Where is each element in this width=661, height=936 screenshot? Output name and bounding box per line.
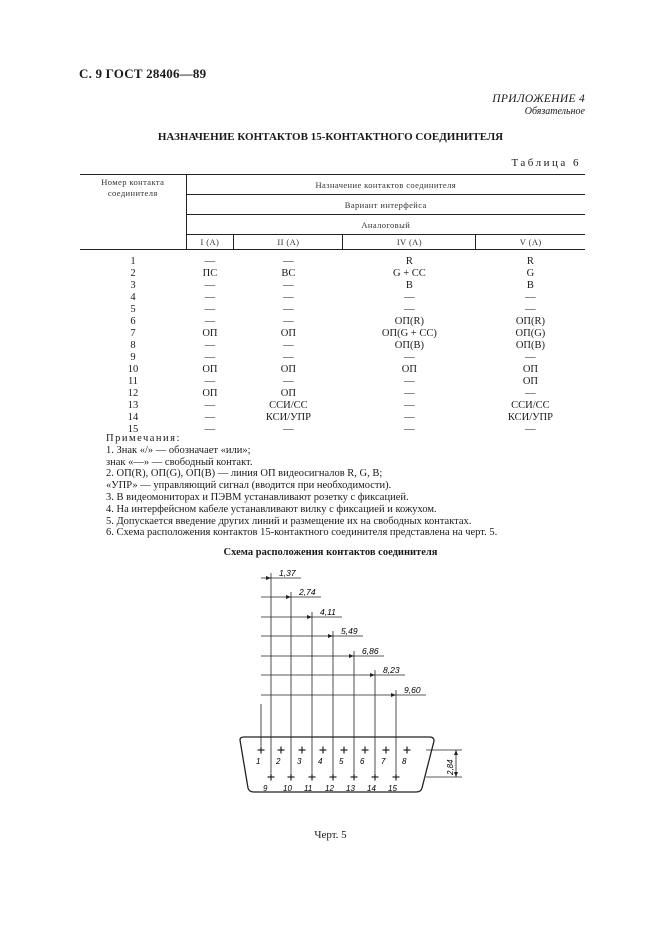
assignment-cell: — (404, 399, 415, 411)
page-header: С. 9 ГОСТ 28406—89 (79, 66, 207, 81)
note-line: знак «—» — свободный контакт. (106, 456, 253, 468)
dimension-arrow (286, 595, 291, 599)
row-spacing-arrow (454, 750, 458, 755)
dimension-label: 4,11 (320, 607, 336, 617)
figure-caption: Черт. 5 (314, 829, 347, 841)
assignment-cell: ВС (281, 267, 296, 279)
assignment-cell: ПС (202, 267, 218, 279)
contact-number: 1 (130, 255, 136, 267)
assignment-cell: КСИ/УПР (507, 411, 553, 423)
assignment-cell: ОП (522, 375, 538, 387)
pin-label: 8 (402, 757, 407, 766)
note-line: 6. Схема расположения контактов 15-контактного соединителя представлена на черт. 5. (106, 527, 498, 539)
assignment-cell: — (204, 303, 216, 315)
contact-number: 5 (130, 303, 136, 315)
contact-number: 13 (127, 399, 139, 411)
pin-label: 5 (339, 757, 344, 766)
assignment-cell: — (283, 351, 294, 363)
note-line: 5. Допускается введение других линий и размещение их на свободных контактах. (106, 515, 472, 527)
pin-label: 12 (325, 784, 334, 793)
dimension-arrow (370, 673, 375, 677)
table-row (80, 268, 585, 280)
column-header: II (A) (234, 235, 343, 250)
notes-title: Примечания: (106, 433, 181, 444)
appendix-block (492, 93, 585, 117)
pin-label: 2 (276, 757, 281, 766)
assignment-cell: ОП(B) (515, 339, 545, 351)
column-header: I (A) (186, 235, 234, 250)
assignment-cell: — (525, 291, 536, 303)
assignment-cell: G + CC (393, 267, 426, 279)
assignment-cell: R (526, 255, 534, 267)
contact-number: 4 (130, 291, 136, 303)
contact-number: 15 (127, 423, 139, 435)
contact-number: 11 (127, 375, 139, 387)
assignment-cell: — (525, 351, 536, 363)
connector-pin-diagram (230, 566, 470, 806)
assignment-cell: R (405, 255, 413, 267)
assignment-cell: ОП (202, 327, 218, 339)
assignment-cell: — (525, 303, 536, 315)
dimension-arrow (328, 634, 333, 638)
assignment-cell: ОП(B) (394, 339, 424, 351)
contact-number: 12 (127, 387, 139, 399)
table-row (80, 304, 585, 316)
assignment-cell: — (404, 351, 415, 363)
assignment-cell: — (204, 423, 216, 435)
number-column-header (80, 175, 186, 250)
schema-title: Схема расположения контактов соединителя (223, 547, 438, 558)
contacts-table (80, 174, 585, 436)
pin-label: 4 (318, 757, 323, 766)
table-row (80, 376, 585, 388)
table-row (80, 328, 585, 340)
assignment-cell: ОП (202, 387, 218, 399)
assignment-cell: — (283, 375, 294, 387)
contact-number: 10 (127, 363, 139, 375)
dimension-label: 5,49 (341, 626, 358, 636)
assignment-cell: ОП(G) (515, 327, 546, 339)
contact-number: 9 (130, 351, 136, 363)
column-header: IV (A) (343, 235, 476, 250)
pin-label: 13 (346, 784, 355, 793)
assignment-cell: ОП (280, 363, 296, 375)
assignment-cell: ОП(R) (515, 315, 545, 327)
table-row (80, 400, 585, 412)
assignment-cell: ОП (202, 363, 218, 375)
assignment-cell: — (204, 339, 216, 351)
dimension-arrow (266, 576, 271, 580)
pin-label: 3 (297, 757, 302, 766)
assignment-cell: — (204, 375, 216, 387)
notes-block (106, 433, 497, 539)
assignment-cell: — (283, 291, 294, 303)
assignment-cell: ОП (280, 387, 296, 399)
assignment-cell: — (283, 315, 294, 327)
assign-header: Назначение контактов соединителя (186, 175, 585, 195)
dimension-label: 9,60 (404, 685, 421, 695)
table-row (80, 352, 585, 364)
assignment-cell: — (204, 315, 216, 327)
dimension-label: 6,86 (362, 646, 379, 656)
contact-number: 2 (130, 267, 136, 279)
dimension-label: 1,37 (279, 568, 296, 578)
contact-number: 14 (127, 411, 139, 423)
assignment-cell: ОП (522, 363, 538, 375)
contact-number: 6 (130, 315, 136, 327)
assignment-cell: — (404, 375, 415, 387)
note-line: 3. В видеомониторах и ПЭВМ устанавливают розетку с фиксацией. (106, 491, 409, 503)
pin-label: 7 (381, 757, 386, 766)
assignment-cell: — (283, 279, 294, 291)
contact-number: 7 (130, 327, 136, 339)
assignment-cell: — (404, 303, 415, 315)
assignment-cell: ССИ/СС (511, 399, 550, 411)
contact-number: 8 (130, 339, 136, 351)
assignment-cell: ОП (401, 363, 417, 375)
table-row (80, 412, 585, 424)
table-row (80, 280, 585, 292)
assignment-cell: — (525, 423, 536, 435)
note-line: 1. Знак «/» — обозначает «или»; (106, 444, 251, 456)
number-header-line1: Номер контакта (101, 177, 165, 187)
assignment-cell: G (526, 267, 535, 279)
assignment-cell: — (283, 339, 294, 351)
dimension-arrow (391, 693, 396, 697)
pin-label: 9 (263, 784, 268, 793)
assignment-cell: ОП (280, 327, 296, 339)
dimension-arrow (349, 654, 354, 658)
pin-label: 10 (283, 784, 292, 793)
analog-header: Аналоговый (186, 215, 585, 235)
assignment-cell: — (204, 399, 216, 411)
pin-label: 1 (256, 757, 261, 766)
row-spacing-label: 2,84 (446, 759, 455, 775)
variant-header: Вариант интерфейса (186, 195, 585, 215)
column-header: V (A) (476, 235, 585, 250)
appendix-status: Обязательное (524, 106, 585, 117)
assignment-cell: ОП(G + CC) (381, 327, 437, 339)
pin-label: 15 (388, 784, 397, 793)
assignment-cell: — (404, 423, 415, 435)
assignment-cell: ССИ/СС (269, 399, 308, 411)
assignment-cell: B (405, 279, 413, 291)
dimension-label: 8,23 (383, 665, 400, 675)
assignment-cell: B (526, 279, 534, 291)
table-row (80, 256, 585, 268)
table-row (80, 292, 585, 304)
pin-label: 11 (304, 784, 313, 793)
assignment-cell: ОП(R) (394, 315, 424, 327)
contact-number: 3 (130, 279, 136, 291)
document-title: НАЗНАЧЕНИЕ КОНТАКТОВ 15-КОНТАКТНОГО СОЕДИНИТЕЛЯ (157, 131, 504, 143)
table-label: Таблица 6 (511, 157, 581, 169)
assignment-cell: — (204, 279, 216, 291)
assignment-cell: — (204, 255, 216, 267)
appendix-title: ПРИЛОЖЕНИЕ 4 (492, 93, 585, 105)
number-header-line2: соединителя (107, 188, 158, 198)
assignment-cell: — (204, 291, 216, 303)
table-row (80, 340, 585, 352)
assignment-cell: — (404, 291, 415, 303)
assignment-cell: — (283, 303, 294, 315)
table-row (80, 364, 585, 376)
note-line: 4. На интерфейсном кабеле устанавливают вилку с фиксацией и кожухом. (106, 503, 437, 515)
assignment-cell: — (283, 423, 294, 435)
table-row (80, 316, 585, 328)
assignment-cell: — (204, 411, 216, 423)
assignment-cell: КСИ/УПР (265, 411, 311, 423)
note-line: 2. ОП(R), ОП(G), ОП(B) — линия ОП видеосигналов R, G, B; (106, 468, 383, 480)
pin-label: 6 (360, 757, 365, 766)
assignment-cell: — (404, 411, 415, 423)
table-row (80, 388, 585, 400)
dimension-label: 2,74 (299, 587, 316, 597)
assignment-cell: — (404, 387, 415, 399)
assignment-cell: — (204, 351, 216, 363)
assignment-cell: — (525, 387, 536, 399)
pin-label: 14 (367, 784, 376, 793)
note-line: «УПР» — управляющий сигнал (вводится при необходимости). (106, 480, 392, 492)
assignment-cell: — (283, 255, 294, 267)
dimension-arrow (307, 615, 312, 619)
